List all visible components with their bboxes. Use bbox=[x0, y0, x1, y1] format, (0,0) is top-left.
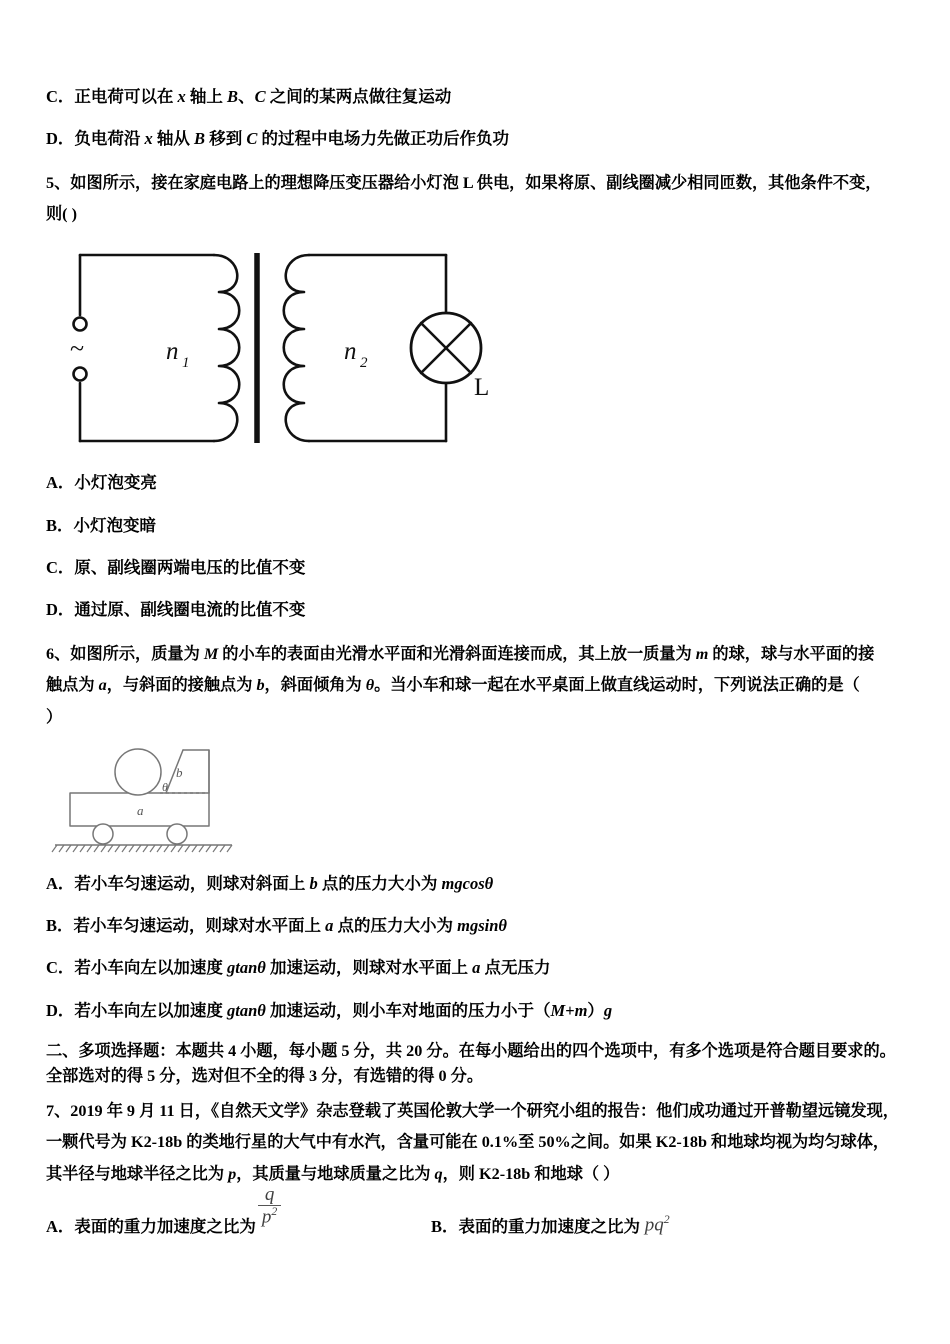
cart-ball-figure bbox=[50, 744, 285, 859]
question5-option-a bbox=[46, 472, 918, 493]
ac-terminal-top bbox=[74, 318, 87, 331]
spacer bbox=[46, 1021, 918, 1039]
question7-option-b bbox=[431, 1213, 670, 1237]
question5-stem bbox=[46, 168, 918, 231]
option-text-c: 正电荷可以在 x 轴上 B、C 之间的某两点做往复运动 bbox=[74, 87, 452, 106]
ball-icon bbox=[115, 749, 161, 795]
spacer bbox=[46, 621, 918, 639]
transformer-circuit-svg bbox=[56, 243, 526, 458]
spacer bbox=[46, 458, 918, 472]
ground-hatching bbox=[52, 845, 232, 852]
option-text-d: 负电荷沿 x 轴从 B 移到 C 的过程中电场力先做正功后作负功 bbox=[74, 129, 509, 149]
carryover-option-c bbox=[46, 86, 918, 107]
wheel-left bbox=[93, 824, 113, 844]
option-text: 小灯泡变暗 bbox=[73, 515, 157, 535]
option-text: 原、副线圈两端电压的比值不变 bbox=[74, 557, 306, 577]
spacer bbox=[46, 936, 918, 957]
label-theta: θ bbox=[162, 779, 168, 794]
option-text: 表面的重力加速度之比为 bbox=[458, 1216, 641, 1236]
primary-coil-subscript: 1 bbox=[182, 355, 190, 372]
question6-stem bbox=[46, 639, 918, 734]
gravity-ratio-expression: $pq^2$ bbox=[644, 1213, 670, 1236]
label-b: b bbox=[176, 764, 183, 780]
question6-stem-line3: ） bbox=[46, 708, 63, 726]
option-label: B． bbox=[46, 515, 74, 535]
option-label: B． bbox=[431, 1216, 459, 1236]
question7-option-a bbox=[46, 1184, 431, 1236]
option-text: 若小车匀速运动，则球对斜面上 b 点的压力大小为 mgcosθ bbox=[74, 873, 494, 893]
ac-terminal-bottom bbox=[74, 368, 87, 381]
option-label-d: D． bbox=[46, 129, 75, 149]
section2-heading-line1: 二、多项选择题：本题共 4 小题，每小题 5 分，共 20 分。在每小题给出的四个选项中，有多个选项是符合题目要求的。 bbox=[46, 1042, 896, 1061]
question5-option-b bbox=[46, 515, 918, 536]
option-text: 若小车匀速运动，则球对水平面上 a 点的压力大小为 mgsinθ bbox=[73, 916, 507, 936]
secondary-coil-subscript: 2 bbox=[360, 355, 368, 372]
spacer bbox=[46, 979, 918, 1000]
option-text: 若小车向左以加速度 gtanθ 加速运动，则小车对地面的压力小于（M+m）g bbox=[74, 1000, 613, 1020]
spacer bbox=[46, 578, 918, 599]
question6-option-b bbox=[46, 915, 918, 936]
wheel-right bbox=[167, 824, 187, 844]
fraction-numerator: q bbox=[264, 1184, 275, 1206]
spacer bbox=[46, 494, 918, 515]
question6-option-c bbox=[46, 957, 918, 978]
question6-option-d bbox=[46, 1000, 918, 1021]
question5-option-d bbox=[46, 599, 918, 620]
option-text: 若小车向左以加速度 gtanθ 加速运动，则球对水平面上 a 点无压力 bbox=[74, 958, 551, 978]
spacer bbox=[46, 150, 918, 168]
section2-heading-line2: 全部选对的得 5 分，选对但不全的得 3 分，有选错的得 0 分。 bbox=[46, 1067, 484, 1086]
spacer bbox=[46, 536, 918, 557]
spacer bbox=[46, 894, 918, 915]
label-a: a bbox=[137, 802, 144, 818]
question5-stem-line1: 5、如图所示，接在家庭电路上的理想降压变压器给小灯泡 L 供电，如果将原、副线圈减少相同匝数，其他条件不变， bbox=[46, 173, 882, 192]
question6-stem-line2: 触点为 a，与斜面的接触点为 b，斜面倾角为 θ。当小车和球一起在水平桌面上做直线运动时，下列说法正确的是（ bbox=[46, 676, 860, 695]
primary-coil-label: n bbox=[166, 338, 179, 366]
option-label: D． bbox=[46, 1000, 75, 1020]
ac-source-symbol: ~ bbox=[70, 334, 85, 364]
option-label-c: C． bbox=[46, 87, 75, 106]
lamp-label: L bbox=[474, 374, 490, 402]
option-label: C． bbox=[46, 958, 75, 978]
gravity-ratio-fraction bbox=[258, 1185, 281, 1227]
fraction-denominator: $p^2$ bbox=[261, 1205, 278, 1228]
spacer bbox=[46, 859, 918, 873]
cart-ball-svg bbox=[50, 744, 285, 859]
option-label: A． bbox=[46, 473, 75, 493]
option-text: 表面的重力加速度之比为 bbox=[74, 1216, 256, 1236]
secondary-coil-label: n bbox=[344, 338, 357, 366]
option-label: D． bbox=[46, 600, 75, 620]
page-content bbox=[46, 86, 918, 1237]
transformer-circuit-figure bbox=[56, 243, 526, 458]
option-text: 通过原、副线圈电流的比值不变 bbox=[74, 600, 306, 620]
question6-stem-line1: 6、如图所示，质量为 M 的小车的表面由光滑水平面和光滑斜面连接而成，其上放一质量为 m 的球，球与水平面的接 bbox=[46, 644, 875, 663]
spacer bbox=[46, 107, 918, 128]
question7-options-row bbox=[46, 1184, 918, 1236]
question5-option-c bbox=[46, 557, 918, 578]
carryover-option-d bbox=[46, 128, 918, 149]
option-label: A． bbox=[46, 873, 75, 893]
question6-option-a bbox=[46, 873, 918, 894]
option-label: C． bbox=[46, 557, 75, 577]
option-text: 小灯泡变亮 bbox=[74, 473, 157, 493]
question5-stem-line2: 则( ) bbox=[46, 205, 78, 224]
question7-stem-line2: 一颗代号为 K2-18b 的类地行星的大气中有水汽，含量可能在 0.1%至 50%之间。如果 K2-18b 和地球均视为均匀球体， bbox=[46, 1133, 890, 1152]
question7-stem-line1: 7、2019 年 9 月 11 日，《自然天文学》杂志登载了英国伦敦大学一个研究小组的报告：他们成功通过开普勒望远镜发现， bbox=[46, 1101, 899, 1120]
option-label: B． bbox=[46, 916, 74, 936]
option-label: A． bbox=[46, 1216, 75, 1236]
section2-heading bbox=[46, 1039, 918, 1089]
question7-stem-line3: 其半径与地球半径之比为 p，其质量与地球质量之比为 q，则 K2-18b 和地球（ ） bbox=[46, 1164, 620, 1183]
question7-stem bbox=[46, 1096, 918, 1191]
